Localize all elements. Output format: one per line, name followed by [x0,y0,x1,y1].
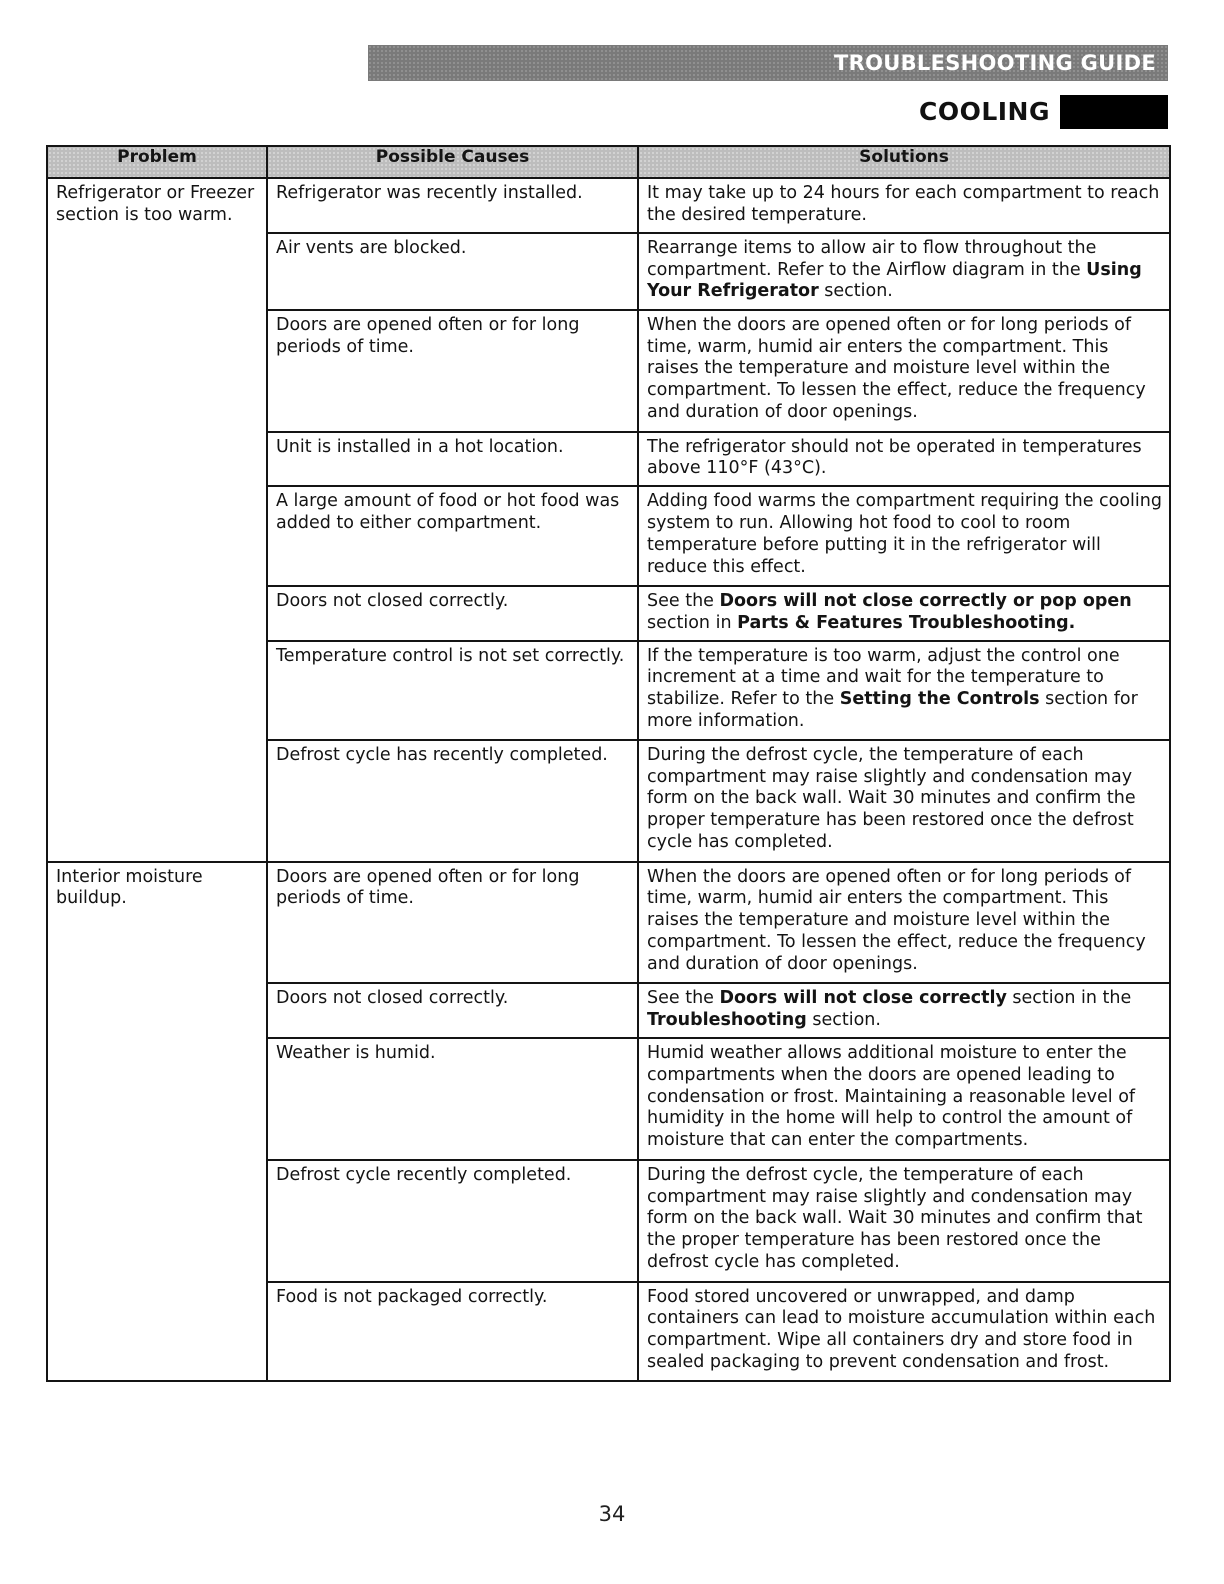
solution-text: Rearrange items to allow air to flow throughout the compartment. Refer to the Airflow diagram in the [647,237,1097,280]
solution-cell [638,641,1170,740]
solution-cell [638,1038,1170,1160]
solution-cell [638,486,1170,585]
solution-reference: Parts & Features Troubleshooting. [737,612,1076,633]
solution-text: If the temperature is too warm, adjust the control one increment at a time and wait for the temperature to stabilize. Refer to the [647,645,1120,710]
solution-cell [638,178,1170,233]
cause-cell: Defrost cycle has recently completed. [267,740,638,862]
cause-cell: Weather is humid. [267,1038,638,1160]
solution-reference: Doors will not close correctly or pop open [719,590,1132,611]
solution-cell [638,983,1170,1038]
solution-text: See the [647,590,720,611]
solution-cell [638,1282,1170,1381]
cause-cell: Doors not closed correctly. [267,983,638,1038]
solution-cell [638,862,1170,984]
cause-cell: Defrost cycle recently completed. [267,1160,638,1282]
section-marker-block [1060,95,1168,129]
table-header-row [47,146,1170,178]
solution-text: During the defrost cycle, the temperature of each compartment may raise slightly and condensation may form on the back wall. Wait 30 minutes and confirm that the proper temperature has been restored once the defrost cycle has completed. [647,1164,1143,1272]
column-header-problem: Problem [47,146,267,178]
solution-text: When the doors are opened often or for long periods of time, warm, humid air enters the compartment. This raises the temperature and moisture level within the compartment. To lessen the effect, reduce the frequency and duration of door openings. [647,866,1146,974]
solution-text: section in [647,612,738,633]
solution-text: During the defrost cycle, the temperature of each compartment may raise slightly and condensation may form on the back wall. Wait 30 minutes and confirm the proper temperature has been restored once the defrost cycle has completed. [647,745,1136,852]
solution-text: The refrigerator should not be operated in temperatures above 110°F (43°C). [647,436,1142,479]
cause-cell: Doors are opened often or for long periods of time. [267,862,638,984]
cause-cell: A large amount of food or hot food was added to either compartment. [267,486,638,585]
section-banner [368,45,1168,81]
solution-cell [638,432,1170,487]
solution-text: section. [806,1010,881,1031]
cause-cell: Doors are opened often or for long periods of time. [267,310,638,432]
cause-cell: Doors not closed correctly. [267,586,638,641]
solution-text: See the [647,988,720,1009]
solution-cell [638,740,1170,862]
page-number: 34 [598,1502,626,1526]
solution-text: It may take up to 24 hours for each compartment to reach the desired temperature. [647,183,1160,225]
solution-cell [638,310,1170,432]
solution-cell [638,586,1170,641]
problem-cell: Refrigerator or Freezer section is too warm. [47,178,267,862]
column-header-solutions: Solutions [638,146,1170,178]
solution-cell [638,1160,1170,1282]
solution-text: section for more information. [647,689,1138,731]
troubleshooting-table [46,145,1171,1382]
solution-text: When the doors are opened often or for long periods of time, warm, humid air enters the compartment. This raises the temperature and moisture level within the compartment. To lessen the effect, reduce the frequency and duration of door openings. [647,314,1146,422]
cause-cell: Air vents are blocked. [267,233,638,310]
solution-reference: Using Your Refrigerator [647,259,1142,302]
cause-cell: Refrigerator was recently installed. [267,178,638,233]
table-row [47,862,1170,984]
solution-text: Food stored uncovered or unwrapped, and damp containers can lead to moisture accumulation within each compartment. Wipe all containers dry and store food in sealed packaging to prevent condensation and frost. [647,1286,1156,1372]
table-row [47,178,1170,233]
cause-cell: Food is not packaged correctly. [267,1282,638,1381]
solution-reference: Setting the Controls [839,689,1040,710]
solution-reference: Doors will not close correctly [719,988,1007,1009]
cause-cell: Unit is installed in a hot location. [267,432,638,487]
cause-cell: Temperature control is not set correctly. [267,641,638,740]
solution-text: section. [818,281,893,302]
solution-text: section in the [1006,988,1132,1009]
solution-text: Humid weather allows additional moisture to enter the compartments when the doors are opened leading to condensation or frost. Maintaining a reasonable level of humidity in the home will help to control the amount of moisture that can enter the compartments. [647,1043,1136,1151]
section-title: COOLING [918,97,1050,126]
column-header-causes: Possible Causes [267,146,638,178]
banner-title: TROUBLESHOOTING GUIDE [834,51,1156,75]
solution-cell [638,233,1170,310]
problem-cell: Interior moisture buildup. [47,862,267,1381]
solution-reference: Troubleshooting [647,1010,807,1031]
solution-text: Adding food warms the compartment requiring the cooling system to run. Allowing hot food to cool to room temperature before putting it in the refrigerator will reduce this effect. [647,491,1162,577]
